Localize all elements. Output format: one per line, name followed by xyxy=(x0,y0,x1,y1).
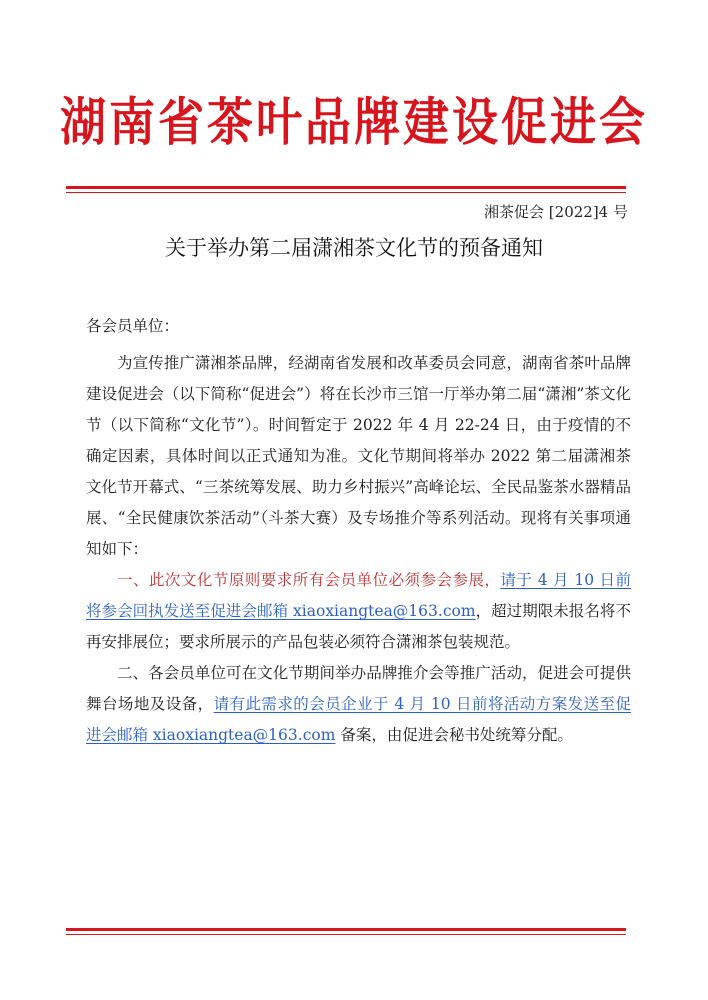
item-one-paragraph xyxy=(86,565,631,658)
footer-divider-thick xyxy=(66,928,626,931)
header-divider-thin xyxy=(66,192,626,193)
item-one-lead: 一、此次文化节原则要求所有会员单位必须参会参展， xyxy=(117,571,501,589)
document-title: 关于举办第二届潇湘茶文化节的预备通知 xyxy=(165,236,543,260)
header-divider-thick xyxy=(66,186,626,189)
item-one-tail: ，超过期限未报名将不再安排展位；要求所展示的产品包装必须符合潇湘茶包装规范。 xyxy=(86,602,631,651)
document-body xyxy=(86,311,631,751)
item-two-paragraph xyxy=(86,658,631,751)
intro-paragraph: 为宣传推广潇湘茶品牌，经湖南省发展和改革委员会同意，湖南省茶叶品牌建设促进会（以下简称“促进会”）将在长沙市三馆一厅举办第二届“潇湘”茶文化节（以下简称“文化节”）。时间暂定于 2022 年 4 月 22-24 日，由于疫情的不确定因素，具体时间以正式通知为准。文化节期间将举办 2022 第二届潇湘茶文化节开幕式、“三茶统筹发展、助力乡村振兴”高峰论坛、全民品鉴茶水器精品展、“全民健康饮茶活动”（斗茶大赛）及专场推介等系列活动。现将有关事项通知如下： xyxy=(86,354,631,558)
item-two-tail: 备案，由促进会秘书处统筹分配。 xyxy=(335,726,573,744)
greeting-line: 各会员单位： xyxy=(86,317,180,335)
item-one-email-link[interactable]: 请于 4 月 10 日前将参会回执发送至促进会邮箱 xiaoxiangtea@163.com xyxy=(86,571,631,620)
organization-letterhead: 湖南省茶叶品牌建设促进会 xyxy=(60,91,648,153)
item-two-lead: 二、各会员单位可在文化节期间举办品牌推介会等推广活动，促进会可提供舞台场地及设备， xyxy=(86,664,631,713)
footer-divider-thin xyxy=(66,934,626,935)
document-number: 湘茶促会 [2022]4 号 xyxy=(484,203,628,221)
item-two-email-link[interactable]: 请有此需求的会员企业于 4 月 10 日前将活动方案发送至促进会邮箱 xiaoxiangtea@163.com xyxy=(86,695,631,744)
